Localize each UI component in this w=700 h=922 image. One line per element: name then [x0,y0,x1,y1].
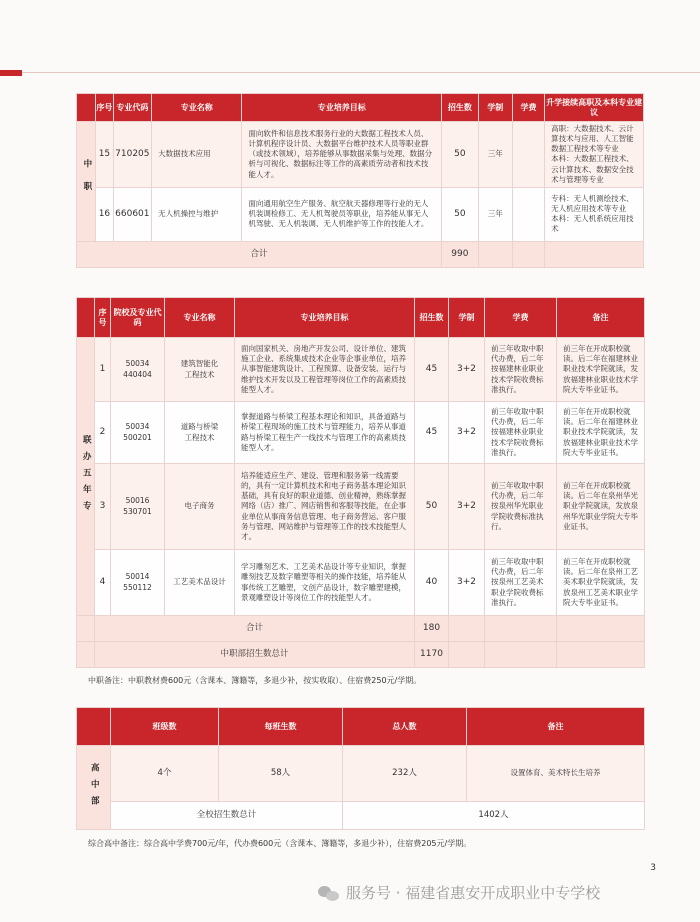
row-count: 40 [415,550,449,616]
row-name: 无人机操控与维护 [152,187,242,241]
table1-header-row [77,94,644,122]
footer-watermark [318,882,600,903]
row-no: 2 [95,402,111,464]
row-years: 三年 [478,122,512,188]
row-name: 建筑智能化 工程技术 [165,338,235,402]
header-total: 总人数 [343,708,467,746]
row-goal: 培养能适应生产、建设、管理和服务第一线需要的，具有一定计算机技术和电子商务基本理论知识基础，具有良好的职业道德、创业精神，熟练掌握网络（店）推广、网店销售和客服等技能，在企事业单位从事商务信息管理、电子商务营运、客户服务与管理、网站维护与管理等工作的技术技能型人才。 [235,464,415,550]
table-row [77,338,645,402]
high-school-note: 综合高中备注：综合高中学费700元/年，代办费600元（含课本、簿籍等，多退少补），住宿费205元/学期。 [88,839,472,848]
row-fee: 前三年收取中职代办费，后二年按福建林业职业技术学院收费标准执行。 [485,402,557,464]
table-row [77,550,645,616]
row-remark: 前三年在开成职校就读。后二年在福建林业职业技术学院就读，发放福建林业职业技术学院大专毕业证书。 [557,338,645,402]
row-count: 50 [415,464,449,550]
total-count: 180 [415,616,449,642]
row-name: 电子商务 [165,464,235,550]
row-goal: 面向通用航空生产服务、航空航天器修理等行业的无人机装调检修工、无人机驾驶员等职业，培养能从事无人机驾驶、无人机装调、无人机维护等工作的技能人才。 [242,187,442,241]
row-code: 50014 550112 [111,550,165,616]
row-no: 3 [95,464,111,550]
header-name: 专业名称 [152,94,242,122]
row-no: 16 [96,187,113,241]
row-years: 3+2 [449,338,485,402]
row-name: 大数据技术应用 [152,122,242,188]
row-remark: 设置体育、美术特长生培养 [467,746,645,802]
row-fee: 前三年收取中职代办费，后二年按福建林业职业技术学院收费标准执行。 [485,338,557,402]
row-no: 15 [96,122,113,188]
header-fee: 学费 [512,94,544,122]
wechat-icon [318,884,340,902]
grand-total-label: 中职部招生数总计 [95,642,415,668]
row-count: 45 [415,338,449,402]
grand-total-count: 1402人 [343,802,645,830]
total-label: 合计 [77,241,442,267]
row-years: 3+2 [449,464,485,550]
row-remark: 前三年在开成职校就读。后二年在泉州华光职业学院就读，发放泉州华光职业学院大专毕业证书。 [557,464,645,550]
row-goal: 面向软件和信息技术服务行业的大数据工程技术人员、计算机程序设计员、大数据平台维护技术人员等职业群（或技术领域），培养能够从事数据采集与处理、数据分析与可视化、数据标注等工作的高素质劳动者和技术技能人才。 [242,122,442,188]
row-goal: 面向国家机关、房地产开发公司、设计单位、建筑施工企业、系统集成技术企业等企事业单位，培养从事智能建筑设计、工程预算、设备安装、运行与维护技术开发以及工程管理等岗位工作的高素质技能型人才。 [235,338,415,402]
row-code: 50016 530701 [111,464,165,550]
header-goal: 专业培养目标 [235,298,415,338]
grand-total-count: 1170 [415,642,449,668]
row-code: 710205 [113,122,152,188]
row-fee: 前三年收取中职代办费，后二年按泉州华光职业学院收费标准执行。 [485,464,557,550]
joint-five-year-table [76,297,645,668]
header-classes: 班级数 [111,708,219,746]
row-count: 50 [442,187,479,241]
header-remark: 备注 [467,708,645,746]
row-name: 道路与桥梁 工程技术 [165,402,235,464]
header-further: 升学接续高职及本科专业建议 [545,94,644,122]
row-fee: 前三年收取中职代办费，后二年按泉州工艺美术职业学院收费标准执行。 [485,550,557,616]
row-fee [512,187,544,241]
page-number: 3 [650,863,656,873]
row-further: 专科：无人机测绘技术、无人机应用技术等专业 本科：无人机系统应用技术 [545,187,644,241]
header-no: 序号 [96,94,113,122]
grand-total-row [77,642,645,668]
row-classes: 4个 [111,746,219,802]
grand-total-label: 全校招生数总计 [111,802,343,830]
header-per-class: 每班生数 [219,708,343,746]
row-fee [512,122,544,188]
top-rule [22,72,700,73]
header-goal: 专业培养目标 [242,94,442,122]
header-no: 序号 [95,298,111,338]
row-further: 高职：大数据技术、云计算技术与应用、人工智能数据工程技术等专业 本科：大数据工程技术、云计算技术、数据安全技术与管理等专业 [545,122,644,188]
secondary-vocational-table [76,93,644,268]
header-years: 学制 [478,94,512,122]
total-label: 合计 [95,616,415,642]
row-code: 50034 440404 [111,338,165,402]
row-no: 1 [95,338,111,402]
header-count: 招生数 [415,298,449,338]
row-goal: 学习雕刻艺术、工艺美术品设计等专业知识，掌握雕刻技艺及数字雕塑等相关的操作技能，培养能从事传统工艺雕塑，文创产品设计，数字雕塑建模，景观雕塑设计等岗位工作的技能型人才。 [235,550,415,616]
header-code: 院校及专业代码 [111,298,165,338]
row-count: 50 [442,122,479,188]
vocational-note: 中职备注：中职教材费600元（含课本、簿籍等，多退少补，按实收取）、住宿费250元/学期。 [88,676,422,685]
row-code: 50034 500201 [111,402,165,464]
section-label-lianban: 联办五年专 [77,338,95,616]
total-row [77,616,645,642]
section-label-zhongzhi: 中职 [77,122,96,242]
grand-total-row [77,802,645,830]
header-fee: 学费 [485,298,557,338]
header-count: 招生数 [442,94,479,122]
table-row [77,122,644,188]
section-label-gaozhong: 高中部 [77,746,111,830]
row-total: 232人 [343,746,467,802]
table-row [77,746,645,802]
header-years: 学制 [449,298,485,338]
header-code: 专业代码 [113,94,152,122]
table-row [77,464,645,550]
header-remark: 备注 [557,298,645,338]
row-years: 三年 [478,187,512,241]
row-count: 45 [415,402,449,464]
accent-bar [0,70,22,76]
row-code: 660601 [113,187,152,241]
footer-text: 服务号 · 福建省惠安开成职业中专学校 [346,884,601,902]
table3-header-row [77,708,645,746]
row-per-class: 58人 [219,746,343,802]
table2-header-row [77,298,645,338]
total-count: 990 [442,241,479,267]
row-name: 工艺美术品设计 [165,550,235,616]
row-goal: 掌握道路与桥梁工程基本理论和知识，具备道路与桥梁工程现场的施工技术与管理能力，培养从事道路与桥梁工程生产一线技术与管理工作的高素质技能型人才。 [235,402,415,464]
high-school-table [76,707,645,830]
table-row [77,187,644,241]
header-name: 专业名称 [165,298,235,338]
row-no: 4 [95,550,111,616]
row-years: 3+2 [449,550,485,616]
table-row [77,402,645,464]
total-row [77,241,644,267]
row-remark: 前三年在开成职校就读。后二年在泉州工艺美术职业学院就读，发放泉州工艺美术职业学院大专毕业证书。 [557,550,645,616]
row-years: 3+2 [449,402,485,464]
row-remark: 前三年在开成职校就读。后二年在福建林业职业技术学院就读，发放福建林业职业技术学院大专毕业证书。 [557,402,645,464]
